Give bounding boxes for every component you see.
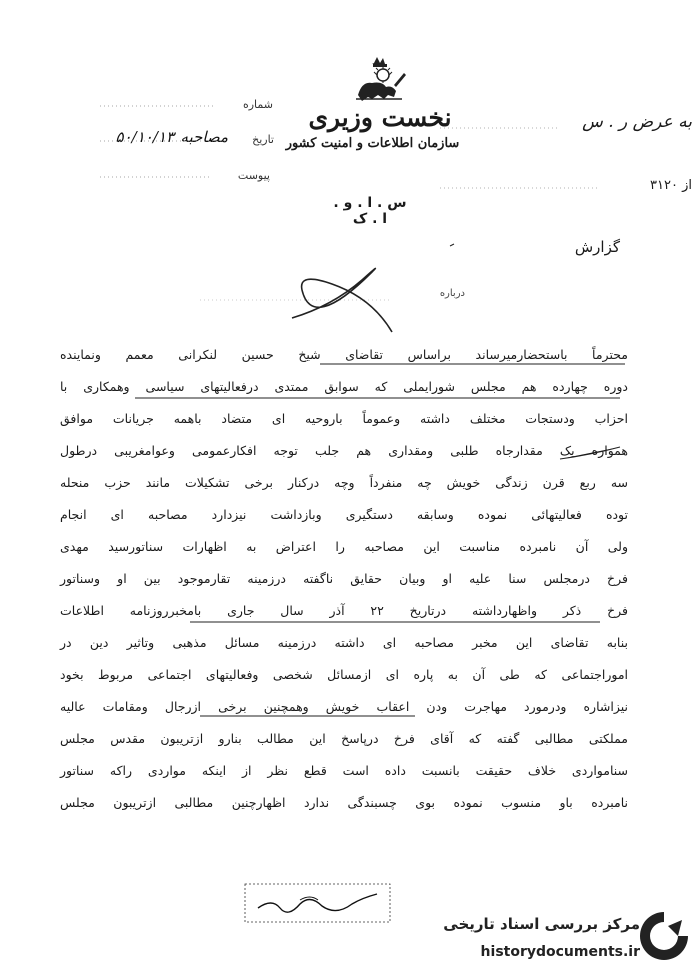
date-label: تاریخ [252,133,274,146]
watermark-text: مرکز بررسی اسناد تاریخی [443,915,640,933]
body-line: دوره چهارده هم مجلس شورایملی که سوابق ممتدی درفعالیتهای سیاسی وهمکاری با [60,379,628,394]
body-line: فرخ درمجلس سنا علیه او وبیان حقایق ناگفته درزمینه تقارموجود بین او وسناتور [60,571,628,586]
body-line: مملکتی مطالبی گفته که آقای فرخ درپاسخ این مطالب بنارو ازتریبون مقدس مجلس [60,731,628,746]
body-line: ولی آن نامبرده مناسبت این مصاحبه را اعتراض به اظهارات سناتورسید مهدی [60,539,628,554]
body-line: نیزاشاره ودرمورد مهاجرت ودن اعقاب خویش وهمچنین برخی ازرجال ومقامات عالیه [60,699,628,714]
body-line: توده فعالیتهائی نموده وسابقه دستگیری وبازداشت نیزدارد مصاحبه ای انجام [60,507,628,522]
watermark-logo-icon [636,908,692,964]
signature [258,894,377,912]
organization-subtitle: سازمان اطلاعات و امنیت کشور [285,136,460,151]
organization-title: نخست وزیری [308,103,452,132]
body-line: همواره یک مقدارجاه طلبی ومقداری هم جلب توجه افکارعمومی وعوامغریبی درطول [60,443,628,458]
body-line: محترماً باستحضارمیرساند براساس تقاضای شیخ حسین لنکرانی معمم ونماینده [60,347,628,362]
organization-code: س . ا . و . ا . ک [333,195,407,227]
report-label: گزارش [574,238,620,256]
watermark-url: historydocuments.ir [480,944,640,960]
recipient-handwritten: به عرض ر . س [582,112,692,132]
body-line: نامبرده باو منسوب نموده بوی چسبندگی ندارد اظهارچنین مطالبی ازتریبون مجلس [60,795,628,810]
date-value: ۵۰/۱۰/۱۳ [115,128,174,146]
body-line: احزاب ودستجات مختلف داشته وعموماً باروحیه ای متضاد باهمه جریانات موافق [60,411,628,426]
regarding-label: درباره [439,288,465,299]
number-label: شماره [242,98,273,111]
from-number: از ۳۱۲۰ [650,178,692,193]
body-line: اموراجتماعی که طی آن به پاره ای ازمسائل شخصی وفعالیتهای اجتماعی مربوط بخود [60,667,628,682]
body-line: بنابه تقاضای این مخبر مصاحبه ای داشته درزمینه مسائل مذهبی وتاثیر دین در [60,635,628,650]
date-handwritten-prefix: مصاحبه [180,128,228,146]
body-line: سه ربع قرن زندگی خویش چه منفرداً وچه درکنار برخی تشکیلات مانند حزب منحله [60,475,628,490]
body-line: سنامواردی خلاف حقیقت بانسبت داده است قطع نظر از اینکه مواردی راکه سناتور [60,763,628,778]
attachment-label: پیوست [237,169,270,182]
body-line: فرخ ذکر واظهارداشته درتاریخ ۲۲ آذر سال جاری بامخبرروزنامه اطلاعات [60,603,629,618]
